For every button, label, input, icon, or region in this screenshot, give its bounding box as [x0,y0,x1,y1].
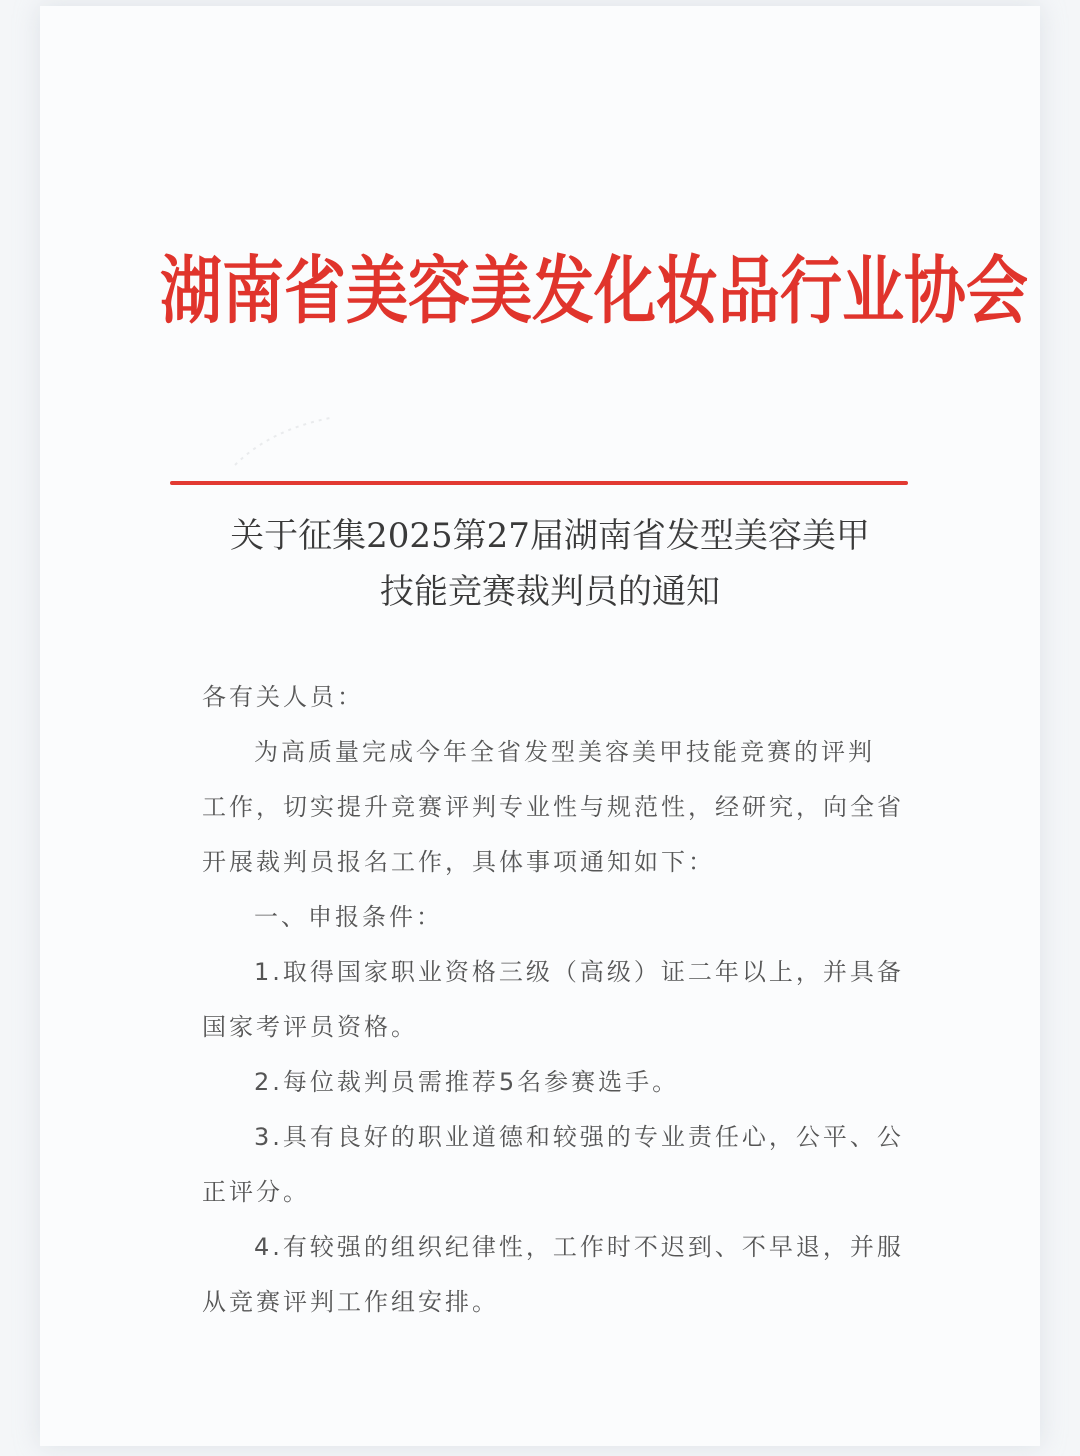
notice-title [180,508,920,620]
condition-item-4: 4.有较强的组织纪律性，工作时不迟到、不早退，并服 [254,1233,904,1261]
condition-item-3-cont: 正评分。 [202,1178,310,1206]
salutation: 各有关人员： [202,683,364,711]
paragraph-line: 工作，切实提升竞赛评判专业性与规范性，经研究，向全省 [202,793,904,821]
paragraph-line: 为高质量完成今年全省发型美容美甲技能竞赛的评判 [254,738,875,766]
paragraph-line: 开展裁判员报名工作，具体事项通知如下： [202,848,715,876]
condition-item-2: 2.每位裁判员需推荐5名参赛选手。 [254,1068,680,1096]
notice-body [202,670,912,1330]
faint-watermark-mark [230,410,340,470]
condition-item-3: 3.具有良好的职业道德和较强的专业责任心，公平、公 [254,1123,904,1151]
notice-title-line-1: 关于征集2025第27届湖南省发型美容美甲 [230,516,870,556]
condition-item-4-cont: 从竞赛评判工作组安排。 [202,1288,499,1316]
condition-item-1: 1.取得国家职业资格三级（高级）证二年以上，并具备 [254,958,904,986]
section-heading: 一、申报条件： [254,903,443,931]
condition-item-1-cont: 国家考评员资格。 [202,1013,418,1041]
organization-heading: 湖南省美容美发化妆品行业协会 [160,247,1029,334]
red-divider-line [170,481,908,485]
notice-title-line-2: 技能竞赛裁判员的通知 [380,572,720,612]
